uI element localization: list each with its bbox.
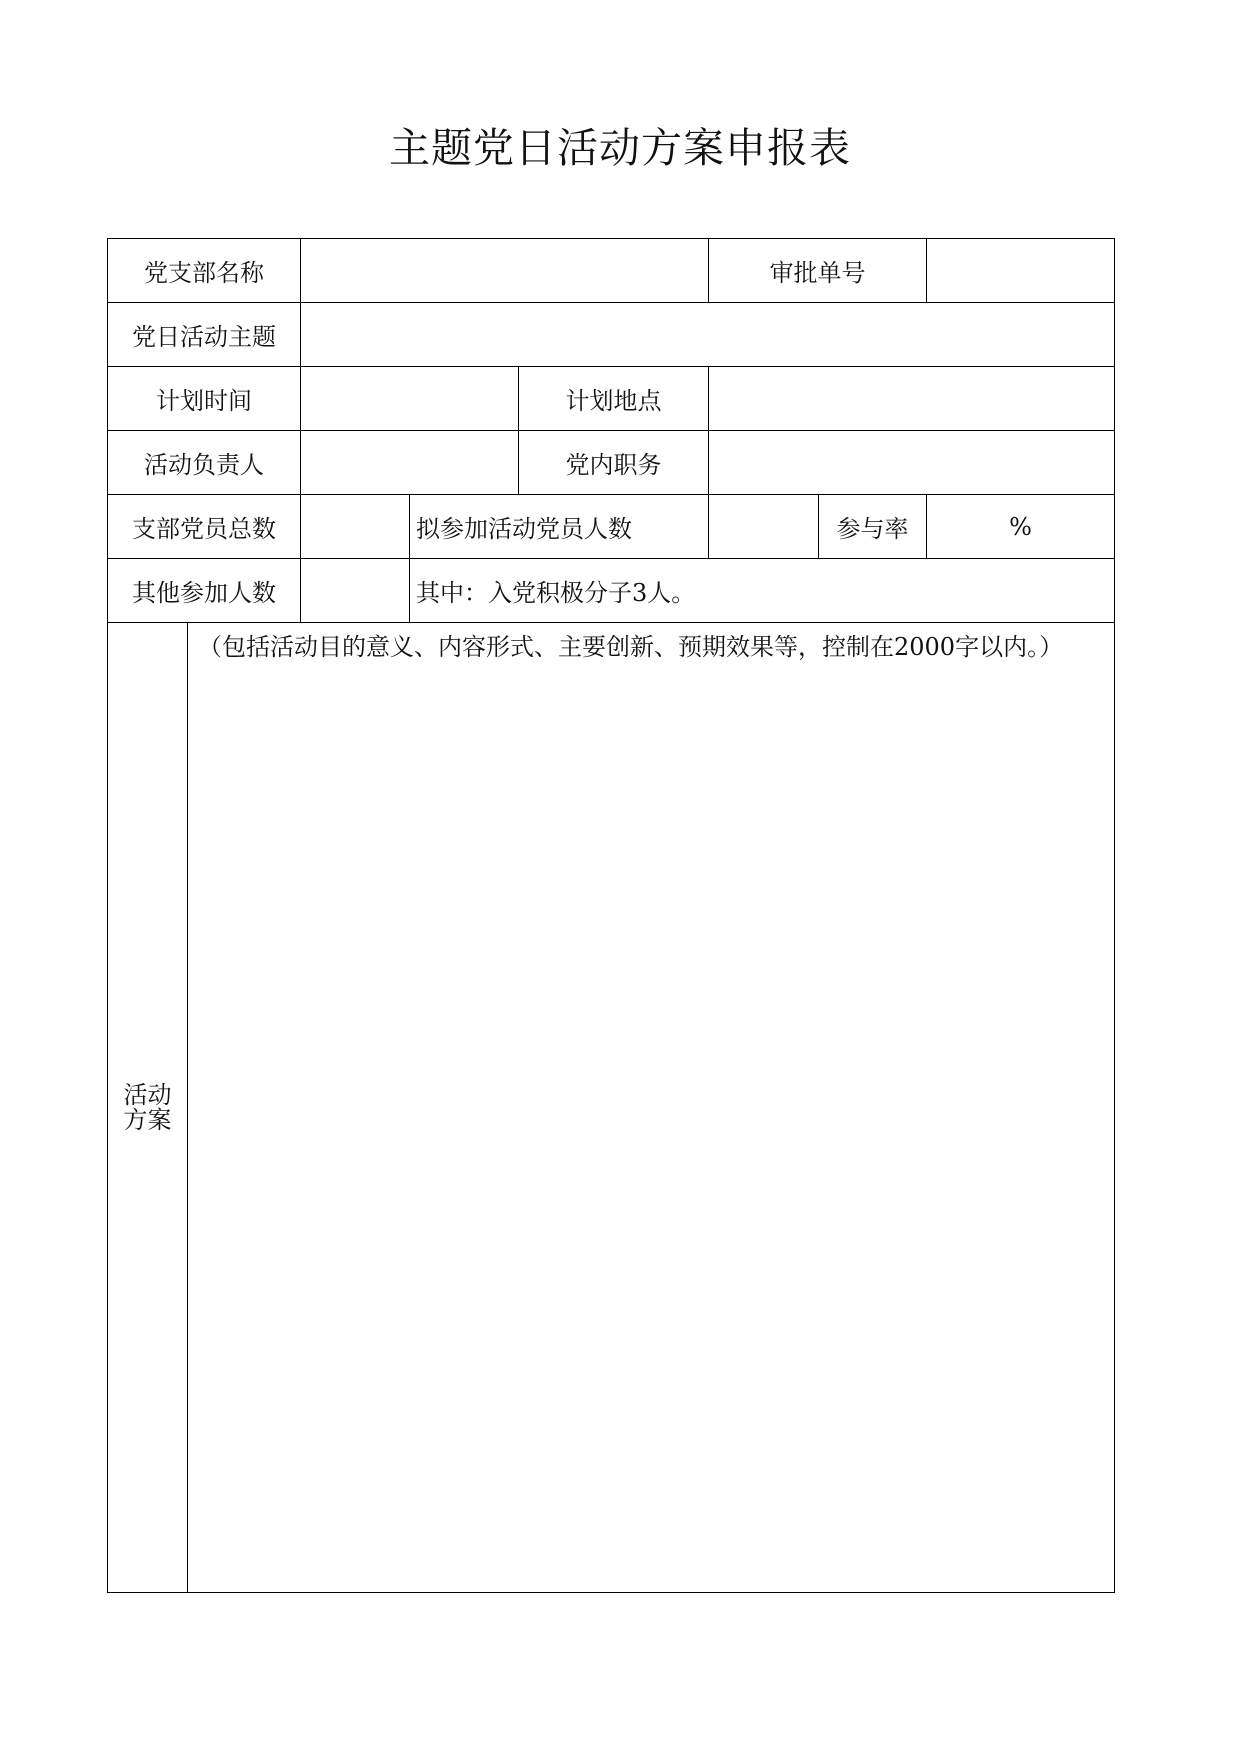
row-members	[108, 495, 1115, 559]
participation-rate-label: 参与率	[819, 495, 927, 559]
application-form-table	[107, 238, 1115, 1593]
total-members-label: 支部党员总数	[108, 495, 301, 559]
plan-place-label: 计划地点	[519, 367, 709, 431]
theme-field[interactable]	[301, 303, 1115, 367]
plan-time-field[interactable]	[301, 367, 519, 431]
activity-plan-hint: （包括活动目的意义、内容形式、主要创新、预期效果等，控制在2000字以内。）	[198, 633, 1064, 661]
branch-name-label: 党支部名称	[108, 239, 301, 303]
theme-label: 党日活动主题	[108, 303, 301, 367]
total-members-field[interactable]	[301, 495, 410, 559]
approval-no-label: 审批单号	[709, 239, 927, 303]
plan-time-label: 计划时间	[108, 367, 301, 431]
participation-rate-field[interactable]	[927, 495, 1115, 559]
row-other-count	[108, 559, 1115, 623]
leader-field[interactable]	[301, 431, 519, 495]
position-field[interactable]	[709, 431, 1115, 495]
other-count-label: 其他参加人数	[108, 559, 301, 623]
leader-label: 活动负责人	[108, 431, 301, 495]
percent-sign: %	[1009, 512, 1032, 541]
other-count-field[interactable]	[301, 559, 410, 623]
planned-members-field[interactable]	[709, 495, 819, 559]
row-theme	[108, 303, 1115, 367]
row-activity-plan	[108, 623, 1115, 1593]
activists-note: 其中：入党积极分子3人。	[410, 559, 1115, 623]
row-plan-time	[108, 367, 1115, 431]
form-title: 主题党日活动方案申报表	[389, 124, 851, 172]
row-leader	[108, 431, 1115, 495]
plan-place-field[interactable]	[709, 367, 1115, 431]
activity-plan-label-line1: 活动	[123, 1080, 172, 1109]
activity-plan-label	[108, 623, 188, 1593]
branch-name-field[interactable]	[301, 239, 709, 303]
activity-plan-label-line2: 方案	[123, 1105, 172, 1134]
row-branch-name	[108, 239, 1115, 303]
activity-plan-field[interactable]	[188, 623, 1115, 1593]
planned-members-label: 拟参加活动党员人数	[410, 495, 709, 559]
position-label: 党内职务	[519, 431, 709, 495]
approval-no-field[interactable]	[927, 239, 1115, 303]
